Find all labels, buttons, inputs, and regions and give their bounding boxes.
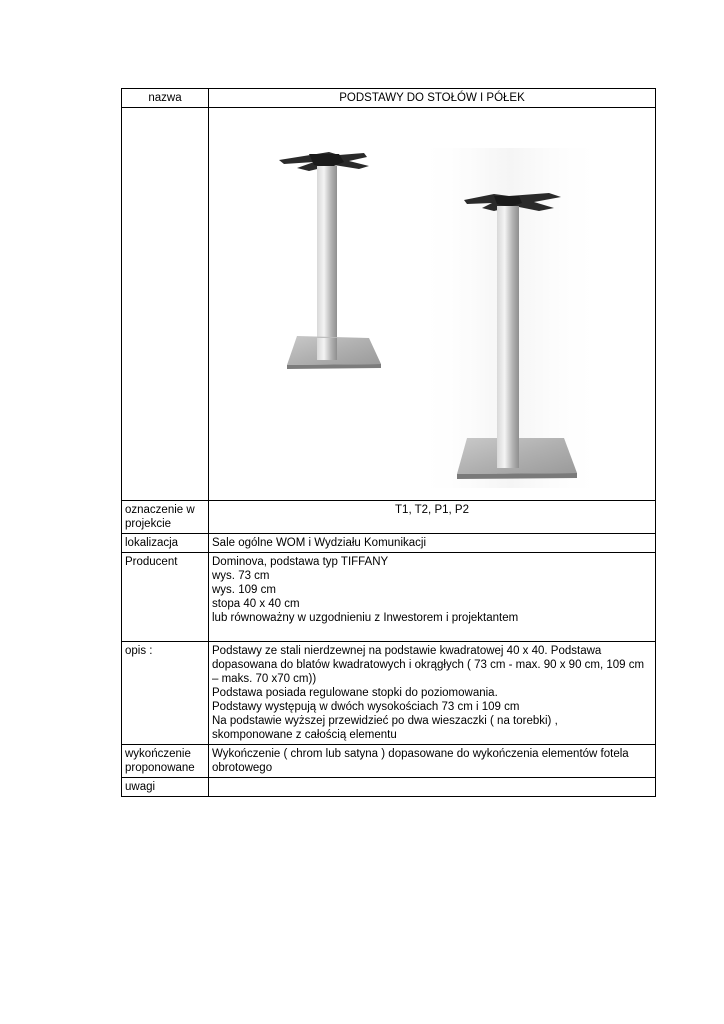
value-uwagi — [209, 778, 656, 797]
value-producent: Dominova, podstawa typ TIFFANY wys. 73 cm wys. 109 cm stopa 40 x 40 cm lub równoważny w uzgodnieniu z Inwestorem i projektantem — [209, 553, 656, 642]
label-lokalizacja: lokalizacja — [122, 534, 209, 553]
value-nazwa: PODSTAWY DO STOŁÓW I PÓŁEK — [209, 89, 656, 108]
table-bases-illustration — [209, 108, 655, 500]
label-producent: Producent — [122, 553, 209, 642]
label-opis: opis : — [122, 642, 209, 745]
row-nazwa — [122, 89, 656, 108]
label-uwagi: uwagi — [122, 778, 209, 797]
label-oznaczenie: oznaczenie w projekcie — [122, 501, 209, 534]
short-table-base-icon — [279, 152, 381, 369]
value-wykonczenie: Wykończenie ( chrom lub satyna ) dopasowane do wykończenia elementów fotela obrotowego — [209, 745, 656, 778]
value-opis: Podstawy ze stali nierdzewnej na podstawie kwadratowej 40 x 40. Podstawa dopasowana do blatów kwadratowych i okrągłych ( 73 cm - max. 90 x 90 cm, 109 cm – maks. 70 x70 cm)) Podstawa posiada regulowane stopki do poziomowania. Podstawy występują w dwóch wysokościach 73 cm i 109 cm Na podstawie wyższej przewidzieć po dwa wieszaczki ( na torebki) , skomponowane z całością elementu — [209, 642, 656, 745]
row-uwagi — [122, 778, 656, 797]
product-photo-cell — [209, 108, 656, 501]
label-photo-empty — [122, 108, 209, 501]
row-lokalizacja — [122, 534, 656, 553]
row-opis — [122, 642, 656, 745]
spec-table — [121, 88, 656, 797]
label-wykonczenie: wykończenie proponowane — [122, 745, 209, 778]
row-oznaczenie — [122, 501, 656, 534]
label-nazwa: nazwa — [122, 89, 209, 108]
row-wykonczenie — [122, 745, 656, 778]
product-photo — [209, 108, 655, 500]
value-oznaczenie: T1, T2, P1, P2 — [209, 501, 656, 534]
row-producent — [122, 553, 656, 642]
row-photo — [122, 108, 656, 501]
value-lokalizacja: Sale ogólne WOM i Wydziału Komunikacji — [209, 534, 656, 553]
